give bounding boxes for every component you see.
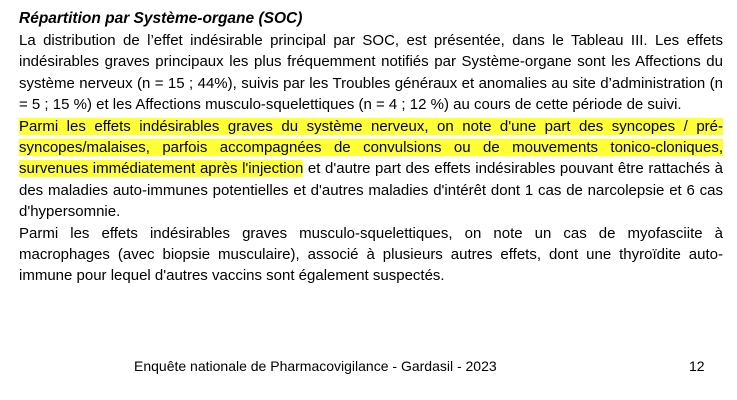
paragraph-continuation: et d'autre part des effets indésirables pouvant être rattachés à des maladies auto-immunes potentielles et d'autres maladies d'intérêt dont 1 cas de narcolepsie et 6 cas d'hypersomnie.	[19, 160, 723, 221]
footer-text: Enquête nationale de Pharmacovigilance - Gardasil - 2023	[134, 358, 497, 374]
document-body	[19, 8, 723, 287]
paragraph-nervous-system	[19, 116, 723, 223]
highlighted-text: Parmi les effets indésirables graves du système nerveux, on note d'une part des syncopes / pré-syncopes/malaises, parfois accompagnées de convulsions ou de mouvements tonico-cloniques, survenues immédiatement après l'injection	[19, 117, 723, 178]
paragraph-musculoskeletal: Parmi les effets indésirables graves musculo-squelettiques, on note un cas de myofasciite à macrophages (avec biopsie musculaire), associé à plusieurs autres effets, dont une thyroïdite auto-immune pour lequel d'autres vaccins sont également suspectés.	[19, 224, 723, 285]
section-heading: Répartition par Système-organe (SOC)	[19, 10, 303, 27]
paragraph-distribution: La distribution de l’effet indésirable principal par SOC, est présentée, dans le Tableau III. Les effets indésirables graves principaux les plus fréquemment notifiés par Système-organe sont les Affections du système nerveux (n = 15 ; 44%), suivis par les Troubles généraux et anomalies au site d’administration (n = 5 ; 15 %) et les Affections musculo-squelettiques (n = 4 ; 12 %) au cours de cette période de suivi.	[19, 32, 723, 114]
page-number: 12	[689, 358, 705, 374]
